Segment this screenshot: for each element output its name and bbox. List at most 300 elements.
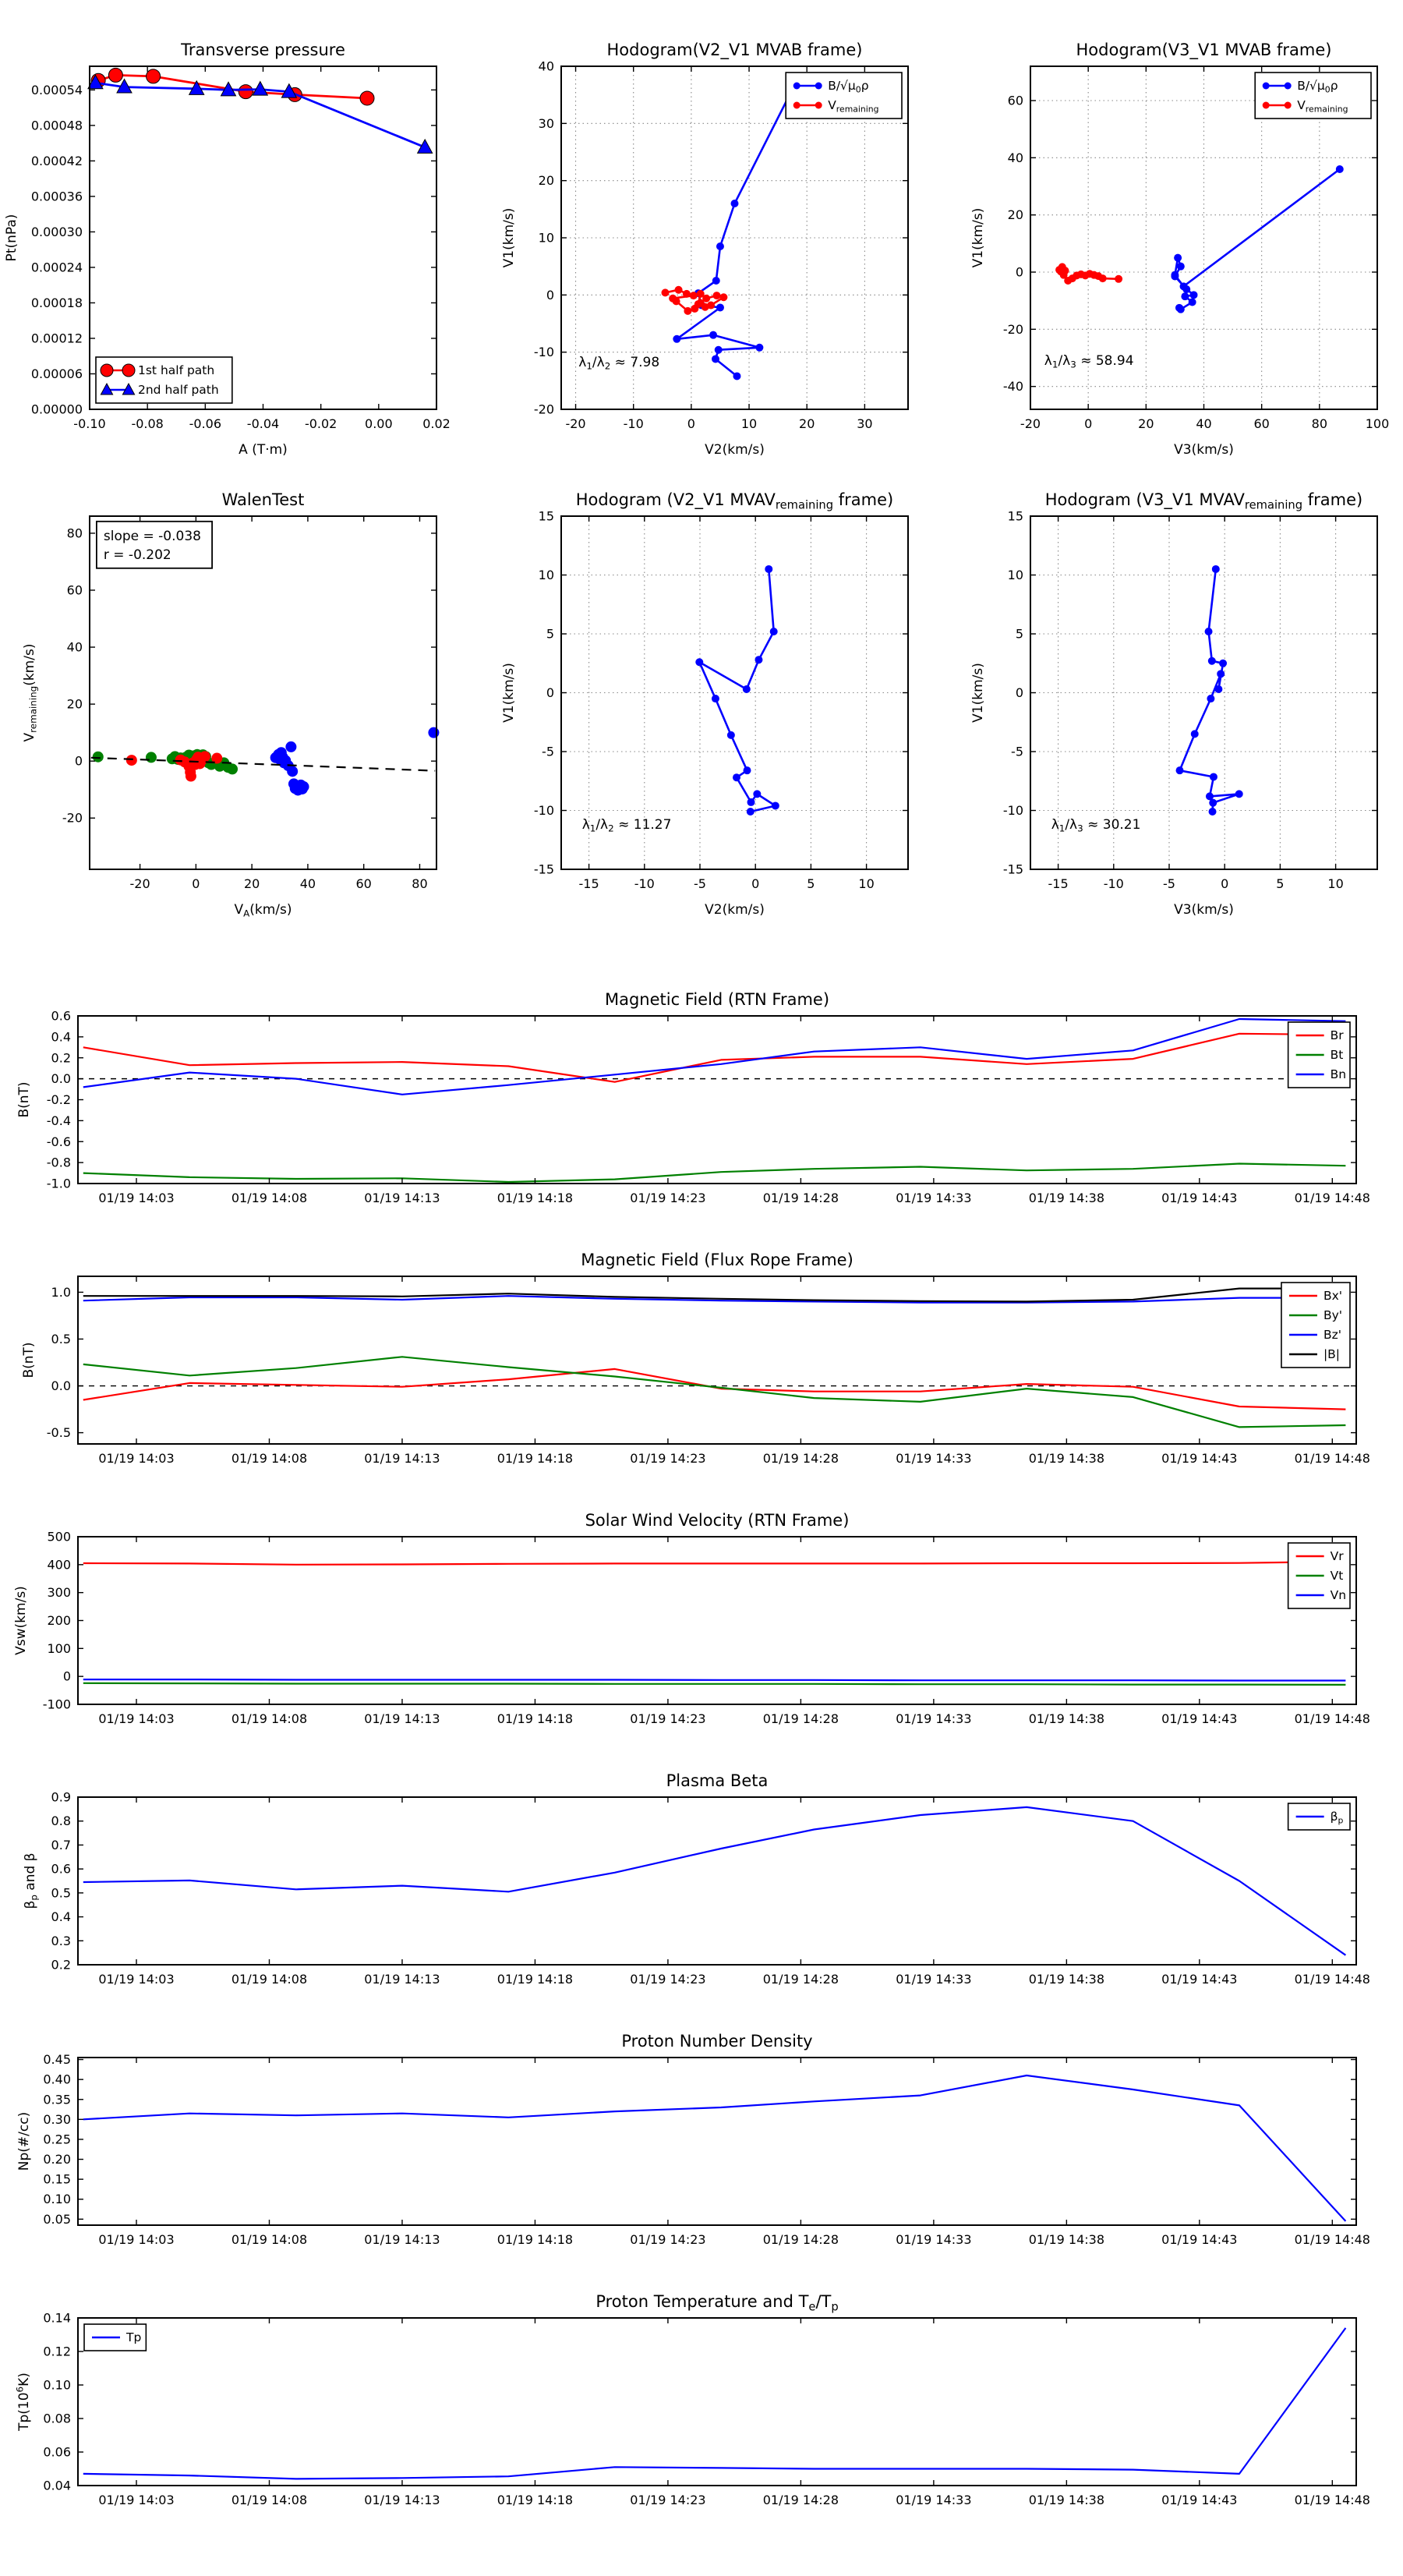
annotation-text: $\lambda_1/\lambda_3 \approx 30.21$ (1051, 816, 1141, 834)
y-tick-label: 10 (538, 230, 554, 246)
y-tick-label: 0.20 (43, 2152, 71, 2167)
x-tick-label: 01/19 14:43 (1161, 1451, 1238, 1466)
chart-title: Plasma Beta (666, 1771, 769, 1790)
series-v-remaining-markers (1055, 263, 1122, 285)
x-tick-label: -15 (578, 876, 599, 891)
x-tick-label: -20 (1020, 416, 1041, 431)
x-tick-label: -0.02 (304, 416, 337, 431)
axes-frame (78, 1276, 1356, 1444)
marker-dot (673, 335, 680, 343)
marker-dot (744, 766, 751, 774)
x-tick-label: -10 (1103, 876, 1124, 891)
ticks (1003, 66, 1389, 431)
marker-dot (1190, 291, 1198, 299)
series-vr (83, 1562, 1346, 1565)
chart-title: Hodogram (V3_V1 $MVAV_{remaining}$ frame) (1044, 490, 1363, 512)
x-tick-label: -20 (129, 876, 150, 891)
series-fit-line (91, 758, 435, 771)
chart-walen-test (22, 490, 439, 919)
y-tick-label: -10 (533, 345, 554, 360)
y-axis-label: V1(km/s) (501, 207, 517, 268)
marker-dot (1214, 685, 1222, 693)
marker-dot (126, 755, 137, 766)
x-tick-label: 0 (192, 876, 200, 891)
x-tick-label: 01/19 14:38 (1028, 1451, 1105, 1466)
x-tick-label: -5 (1163, 876, 1175, 891)
x-tick-label: -10 (634, 876, 655, 891)
x-tick-label: 01/19 14:38 (1028, 1972, 1105, 1987)
ticks (62, 516, 436, 891)
ticks (43, 2052, 1370, 2247)
x-tick-label: 80 (1311, 416, 1328, 431)
y-axis-label: V1(km/s) (970, 663, 986, 723)
x-tick-label: -0.08 (131, 416, 164, 431)
marker-dot (753, 790, 761, 798)
y-tick-label: -0.4 (46, 1113, 71, 1128)
y-tick-label: 10 (538, 568, 554, 582)
y-tick-label: 500 (47, 1529, 71, 1545)
x-tick-label: 01/19 14:43 (1161, 1972, 1238, 1987)
marker-dot (815, 102, 822, 109)
chart-hodogram-v3v1-mvav (970, 490, 1377, 918)
y-tick-label: -20 (62, 810, 83, 826)
marker-dot (743, 685, 751, 693)
y-tick-label: -15 (1002, 862, 1023, 877)
y-tick-label: -20 (533, 402, 554, 417)
y-tick-label: 0.12 (43, 2344, 71, 2359)
ticks (47, 1009, 1370, 1206)
y-tick-label: 0.06 (43, 2444, 71, 2460)
x-tick-label: 01/19 14:08 (231, 1711, 308, 1726)
x-tick-label: 10 (858, 876, 875, 891)
marker-circle (122, 364, 135, 377)
series-br (83, 1034, 1346, 1082)
y-tick-label: 0.6 (51, 1861, 71, 1877)
x-tick-label: 01/19 14:48 (1294, 2493, 1370, 2507)
y-tick-label: 300 (47, 1585, 71, 1601)
x-tick-label: 01/19 14:18 (497, 2493, 574, 2507)
y-tick-label: 0.2 (51, 1050, 71, 1066)
marker-dot (1263, 83, 1270, 90)
y-tick-label: 1.0 (51, 1284, 71, 1300)
y-axis-label: Vsw(km/s) (13, 1586, 29, 1655)
marker-dot (1235, 790, 1243, 798)
legend-label: |B| (1323, 1347, 1341, 1361)
y-tick-label: 0.00000 (30, 402, 83, 417)
y-tick-label: 0.00012 (30, 331, 83, 346)
y-tick-label: 20 (538, 173, 554, 189)
annotation-text: r = -0.202 (103, 547, 171, 563)
y-tick-label: -10 (533, 803, 554, 818)
y-tick-label: 40 (1007, 150, 1023, 165)
legend-label: Bn (1330, 1067, 1347, 1081)
legend-label: Br (1330, 1028, 1344, 1042)
x-axis-label: A (T·m) (239, 442, 288, 458)
marker-dot (1263, 102, 1270, 109)
x-tick-label: 0 (1221, 876, 1229, 891)
marker-dot (747, 798, 755, 806)
x-tick-label: 40 (1196, 416, 1212, 431)
y-tick-label: 60 (66, 582, 83, 598)
x-tick-label: 01/19 14:08 (231, 1451, 308, 1466)
x-tick-label: 01/19 14:28 (762, 1191, 839, 1205)
x-tick-label: 01/19 14:38 (1028, 1711, 1105, 1726)
x-tick-label: 01/19 14:03 (98, 2232, 175, 2247)
series-bn (83, 1019, 1346, 1095)
y-tick-label: 0.00054 (30, 82, 83, 97)
marker-dot (1181, 292, 1189, 300)
marker-dot (709, 331, 717, 339)
y-tick-label: 15 (1007, 508, 1023, 524)
x-tick-label: 01/19 14:48 (1294, 1191, 1370, 1205)
marker-dot (719, 293, 727, 301)
marker-dot (1177, 263, 1185, 271)
marker-dot (793, 102, 800, 109)
x-tick-label: 10 (740, 416, 758, 431)
x-tick-label: 01/19 14:03 (98, 1711, 175, 1726)
marker-dot (684, 307, 691, 315)
x-tick-label: 40 (299, 876, 316, 891)
chart-hodogram-v2v1-mvav (501, 490, 908, 918)
marker-dot (1189, 299, 1196, 306)
x-tick-label: 01/19 14:33 (896, 2232, 972, 2247)
y-axis-label: B(nT) (21, 1342, 37, 1378)
marker-dot (675, 286, 683, 294)
series-b-magnitude (83, 1289, 1346, 1302)
y-tick-label: -0.5 (46, 1425, 71, 1441)
y-axis-label: V1(km/s) (501, 663, 517, 723)
x-tick-label: 01/19 14:43 (1161, 1711, 1238, 1726)
y-tick-label: 0.00036 (30, 189, 83, 204)
marker-dot (1182, 285, 1190, 293)
marker-dot (765, 565, 772, 573)
marker-dot (1210, 773, 1217, 780)
y-tick-label: -0.8 (46, 1155, 71, 1170)
x-tick-label: 0.00 (365, 416, 393, 431)
x-tick-label: 10 (1327, 876, 1344, 891)
marker-dot (285, 741, 296, 752)
marker-dot (683, 290, 691, 298)
x-tick-label: 01/19 14:33 (896, 1711, 972, 1726)
marker-dot (1191, 730, 1199, 738)
x-tick-label: 01/19 14:43 (1161, 2232, 1238, 2247)
marker-dot (712, 355, 719, 363)
legend-label: Bz' (1323, 1328, 1341, 1342)
legend-label: Bx' (1323, 1289, 1343, 1303)
y-tick-label: 0.25 (43, 2132, 71, 2147)
marker-dot (1205, 628, 1213, 635)
marker-dot (428, 727, 439, 738)
series-np (83, 2075, 1346, 2221)
x-tick-label: -0.10 (73, 416, 106, 431)
x-tick-label: 01/19 14:13 (364, 2232, 440, 2247)
chart-vsw-rtn (13, 1511, 1370, 1726)
marker-dot (1174, 254, 1182, 262)
legend-label: 1st half path (138, 363, 215, 377)
marker-circle (108, 68, 122, 82)
y-tick-label: 0.3 (51, 1933, 71, 1948)
y-tick-label: 0.00024 (30, 260, 83, 275)
x-tick-label: 01/19 14:08 (231, 1191, 308, 1205)
y-tick-label: 0.00006 (30, 366, 83, 381)
series-v-path-markers (1176, 565, 1243, 816)
y-tick-label: 0.15 (43, 2171, 71, 2187)
series-vn (83, 1679, 1346, 1680)
series-beta-p (83, 1807, 1346, 1955)
y-tick-label: 0 (546, 685, 554, 700)
series-blue-points-markers (270, 727, 440, 796)
x-tick-label: 01/19 14:28 (762, 1711, 839, 1726)
chart-title: Hodogram(V2_V1 MVAB frame) (606, 41, 863, 59)
ticks (43, 1530, 1370, 1727)
series-b-alfven (677, 83, 795, 377)
legend-label: 2nd half path (138, 383, 219, 397)
series-b-alfven-markers (1171, 165, 1343, 313)
marker-dot (1217, 670, 1225, 678)
legend-label: By' (1323, 1308, 1343, 1322)
marker-dot (707, 302, 715, 310)
x-axis-label: V3(km/s) (1174, 902, 1234, 918)
x-tick-label: 80 (412, 876, 428, 891)
marker-dot (299, 781, 309, 792)
marker-dot (715, 346, 723, 354)
marker-dot (200, 751, 210, 762)
marker-dot (1208, 657, 1216, 665)
x-tick-label: 01/19 14:18 (497, 1191, 574, 1205)
x-tick-label: 01/19 14:08 (231, 2493, 308, 2507)
y-tick-label: 0.00042 (30, 153, 83, 168)
x-tick-label: 01/19 14:18 (497, 1711, 574, 1726)
y-tick-label: -20 (1002, 321, 1023, 337)
x-tick-label: 01/19 14:13 (364, 1972, 440, 1987)
y-tick-label: 10 (1007, 568, 1023, 582)
x-tick-label: 01/19 14:23 (630, 2232, 706, 2247)
marker-dot (733, 773, 740, 781)
x-tick-label: -0.04 (246, 416, 280, 431)
y-axis-label: B(nT) (16, 1081, 32, 1118)
chart-b-rtn (16, 990, 1370, 1205)
x-tick-label: 01/19 14:28 (762, 2232, 839, 2247)
legend-label: Bt (1330, 1048, 1344, 1062)
x-tick-label: 01/19 14:48 (1294, 1972, 1370, 1987)
x-axis-label: V3(km/s) (1174, 442, 1234, 458)
x-tick-label: 01/19 14:23 (630, 1191, 706, 1205)
marker-dot (673, 297, 680, 305)
annotation-text: $\lambda_1/\lambda_2 \approx 11.27$ (581, 816, 672, 834)
y-tick-label: 40 (66, 639, 83, 655)
x-tick-label: 01/19 14:23 (630, 1972, 706, 1987)
y-tick-label: 60 (1007, 93, 1023, 108)
marker-dot (1176, 766, 1184, 774)
annotation-text: slope = -0.038 (103, 528, 201, 544)
y-tick-label: 5 (546, 626, 554, 642)
y-tick-label: 0.6 (51, 1008, 71, 1024)
x-tick-label: 01/19 14:13 (364, 1711, 440, 1726)
y-tick-label: 0.7 (51, 1837, 71, 1852)
chart-title: Proton Temperature and $T_e/T_p$ (595, 2292, 839, 2314)
marker-triangle (418, 140, 433, 154)
chart-transverse-pressure (4, 41, 451, 458)
chart-proton-temperature (15, 2292, 1370, 2507)
x-axis-label: V2(km/s) (705, 902, 765, 918)
x-tick-label: 0 (687, 416, 695, 431)
x-tick-label: 01/19 14:48 (1294, 1711, 1370, 1726)
marker-dot (690, 292, 698, 299)
y-tick-label: 200 (47, 1613, 71, 1628)
y-tick-label: 40 (538, 58, 554, 74)
y-tick-label: -40 (1002, 379, 1023, 395)
y-tick-label: 30 (538, 115, 554, 131)
y-tick-label: 0 (74, 753, 83, 769)
chart-title: Magnetic Field (Flux Rope Frame) (581, 1251, 853, 1269)
y-tick-label: 100 (47, 1640, 71, 1656)
marker-dot (755, 344, 763, 352)
legend (84, 2324, 146, 2351)
chart-proton-density (16, 2032, 1370, 2247)
legend (1288, 1022, 1350, 1088)
marker-dot (793, 83, 800, 90)
y-tick-label: 0.8 (51, 1813, 71, 1829)
y-tick-label: 0.10 (43, 2192, 71, 2207)
series-v-path-markers (695, 565, 779, 816)
x-tick-label: 01/19 14:28 (762, 1972, 839, 1987)
marker-dot (727, 731, 735, 739)
ticks (51, 1790, 1370, 1987)
marker-dot (1175, 304, 1183, 312)
legend-label: $\beta_p$ (1330, 1810, 1344, 1826)
series-tp (83, 2328, 1346, 2479)
ticks (31, 66, 451, 431)
y-tick-label: 0 (1015, 264, 1023, 280)
marker-dot (694, 300, 702, 308)
marker-dot (662, 288, 670, 296)
x-tick-label: -20 (565, 416, 586, 431)
y-tick-label: 0.04 (43, 2478, 71, 2493)
y-tick-label: 0.10 (43, 2377, 71, 2393)
y-tick-label: 0.4 (51, 1909, 71, 1925)
chart-hodogram-v3v1-mvab (970, 41, 1389, 458)
y-axis-label: $V_{remaining}(km/s)$ (22, 643, 39, 742)
x-tick-label: 100 (1365, 416, 1390, 431)
marker-dot (287, 766, 298, 777)
legend-label: $V_{remaining}$ (1297, 98, 1348, 115)
marker-dot (1219, 660, 1227, 667)
y-tick-label: 0.00018 (30, 295, 83, 310)
marker-dot (1285, 102, 1292, 109)
x-tick-label: 01/19 14:18 (497, 1972, 574, 1987)
y-tick-label: -1.0 (46, 1176, 71, 1191)
chart-title: Hodogram (V2_V1 $MVAV_{remaining}$ frame) (575, 490, 894, 512)
y-tick-label: 20 (66, 696, 83, 712)
y-tick-label: 0.00030 (30, 224, 83, 239)
chart-hodogram-v2v1-mvab (501, 41, 908, 458)
marker-dot (716, 303, 724, 311)
y-tick-label: 0.14 (43, 2310, 71, 2326)
x-tick-label: 01/19 14:13 (364, 1191, 440, 1205)
x-tick-label: 01/19 14:08 (231, 1972, 308, 1987)
legend (1288, 1803, 1350, 1830)
x-tick-label: 01/19 14:08 (231, 2232, 308, 2247)
series-v-path (1180, 569, 1239, 812)
y-tick-label: 0.05 (43, 2211, 71, 2227)
y-tick-label: 5 (1015, 626, 1023, 642)
marker-dot (815, 83, 822, 90)
marker-circle (101, 364, 113, 377)
x-tick-label: 01/19 14:03 (98, 2493, 175, 2507)
x-tick-label: 01/19 14:33 (896, 1191, 972, 1205)
legend (1281, 1283, 1350, 1368)
chart-title: Proton Number Density (621, 2032, 813, 2051)
marker-circle (360, 91, 374, 105)
y-tick-label: 20 (1007, 207, 1023, 223)
legend (1288, 1543, 1350, 1608)
axes-frame (90, 516, 436, 869)
chart-title: WalenTest (221, 490, 305, 509)
chart-title: Solar Wind Velocity (RTN Frame) (585, 1511, 850, 1530)
y-tick-label: 0.30 (43, 2111, 71, 2127)
x-tick-label: -10 (623, 416, 644, 431)
legend (1255, 73, 1371, 119)
x-tick-label: -15 (1048, 876, 1069, 891)
x-tick-label: 01/19 14:38 (1028, 2493, 1105, 2507)
legend-label: Vr (1330, 1549, 1344, 1563)
marker-dot (747, 808, 755, 816)
y-tick-label: 0.2 (51, 1957, 71, 1973)
y-tick-label: 0.35 (43, 2092, 71, 2107)
y-axis-label: Np(#/cc) (16, 2111, 32, 2171)
y-tick-label: 80 (66, 525, 83, 541)
y-tick-label: 0 (62, 1668, 71, 1684)
x-tick-label: 01/19 14:48 (1294, 1451, 1370, 1466)
x-tick-label: 20 (243, 876, 260, 891)
x-tick-label: 30 (857, 416, 873, 431)
chart-title: Magnetic Field (RTN Frame) (604, 990, 830, 1009)
y-axis-label: Pt(nPa) (4, 214, 19, 262)
series-b-alfven-markers (673, 80, 799, 380)
y-tick-label: 0.0 (51, 1071, 71, 1087)
marker-circle (239, 85, 253, 99)
marker-dot (1209, 808, 1217, 816)
x-tick-label: 01/19 14:23 (630, 2493, 706, 2507)
x-tick-label: 01/19 14:33 (896, 1451, 972, 1466)
y-tick-label: 0.0 (51, 1378, 71, 1394)
x-tick-label: 01/19 14:38 (1028, 1191, 1105, 1205)
marker-dot (697, 290, 705, 298)
x-tick-label: 01/19 14:43 (1161, 1191, 1238, 1205)
x-tick-label: -0.06 (189, 416, 222, 431)
x-tick-label: 01/19 14:33 (896, 2493, 972, 2507)
legend (96, 357, 232, 403)
series-b-alfven (1175, 169, 1339, 310)
marker-dot (1285, 83, 1292, 90)
marker-dot (716, 242, 724, 250)
y-tick-label: 0 (546, 287, 554, 303)
y-tick-label: 0 (1015, 685, 1023, 700)
x-tick-label: 60 (1253, 416, 1270, 431)
x-tick-label: 5 (1276, 876, 1285, 891)
x-axis-label: V2(km/s) (705, 442, 765, 458)
annotation-text: $\lambda_1/\lambda_2 \approx 7.98$ (578, 355, 660, 372)
y-axis-label: $Tp(10^6K)$ (14, 2373, 32, 2431)
marker-dot (695, 658, 703, 666)
y-tick-label: -0.6 (46, 1134, 71, 1149)
x-tick-label: 60 (355, 876, 372, 891)
marker-dot (1336, 165, 1344, 173)
x-tick-label: 01/19 14:18 (497, 2232, 574, 2247)
legend-label: $B/√\mu_0\rho$ (1297, 79, 1338, 95)
x-tick-label: 01/19 14:03 (98, 1191, 175, 1205)
x-tick-label: 0 (751, 876, 760, 891)
